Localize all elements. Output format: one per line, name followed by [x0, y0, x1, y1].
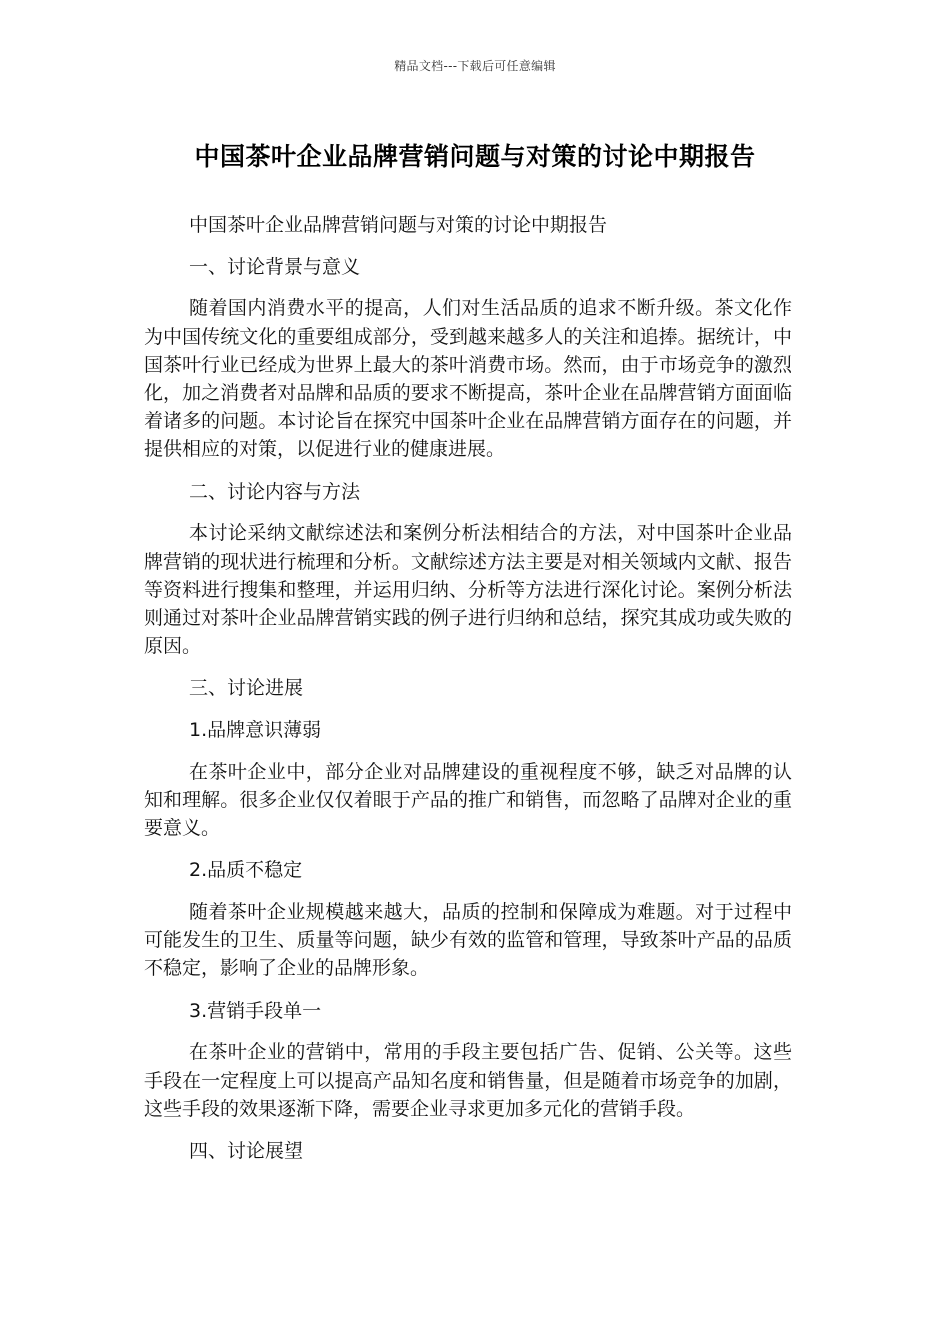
paragraph-background: 随着国内消费水平的提高，人们对生活品质的追求不断升级。茶文化作为中国传统文化的重要组成部分，受到越来越多人的关注和追捧。据统计，中国茶叶行业已经成为世界上最大的茶叶消费市场。然而，由于市场竞争的激烈化，加之消费者对品牌和品质的要求不断提高，茶叶企业在品牌营销方面面临着诸多的问题。本讨论旨在探究中国茶叶企业在品牌营销方面存在的问题，并提供相应的对策，以促进行业的健康进展。 — [144, 297, 792, 461]
paragraph-quality: 随着茶叶企业规模越来越大，品质的控制和保障成为难题。对于过程中可能发生的卫生、质量等问题，缺少有效的监管和管理，导致茶叶产品的品质不稳定，影响了企业的品牌形象。 — [144, 901, 792, 980]
subheading-brand-awareness: 1.品牌意识薄弱 — [189, 719, 322, 742]
paragraph-brand-awareness: 在茶叶企业中，部分企业对品牌建设的重视程度不够，缺乏对品牌的认知和理解。很多企业仅仅着眼于产品的推广和销售，而忽略了品牌对企业的重要意义。 — [144, 760, 792, 840]
page-header: 精品文档---下载后可任意编辑 — [394, 59, 556, 73]
subheading-quality: 2.品质不稳定 — [189, 859, 303, 882]
section-heading-method: 二、讨论内容与方法 — [189, 480, 361, 503]
paragraph-method: 本讨论采纳文献综述法和案例分析法相结合的方法，对中国茶叶企业品牌营销的现状进行梳理和分析。文献综述方法主要是对相关领域内文献、报告等资料进行搜集和整理，并运用归纳、分析等方法进行深化讨论。案例分析法则通过对茶叶企业品牌营销实践的例子进行归纳和总结，探究其成功或失败的原因。 — [144, 522, 792, 658]
document-body — [144, 211, 792, 1179]
document-title: 中国茶叶企业品牌营销问题与对策的讨论中期报告 — [194, 142, 756, 171]
subheading-marketing-means: 3.营销手段单一 — [189, 999, 322, 1022]
section-heading-outlook: 四、讨论展望 — [189, 1139, 304, 1162]
paragraph-marketing-means: 在茶叶企业的营销中，常用的手段主要包括广告、促销、公关等。这些手段在一定程度上可以提高产品知名度和销售量，但是随着市场竞争的加剧，这些手段的效果逐渐下降，需要企业寻求更加多元化的营销手段。 — [144, 1041, 792, 1120]
section-heading-progress: 三、讨论进展 — [189, 677, 304, 700]
section-heading-background: 一、讨论背景与意义 — [189, 255, 361, 278]
subtitle-paragraph: 中国茶叶企业品牌营销问题与对策的讨论中期报告 — [189, 214, 608, 236]
